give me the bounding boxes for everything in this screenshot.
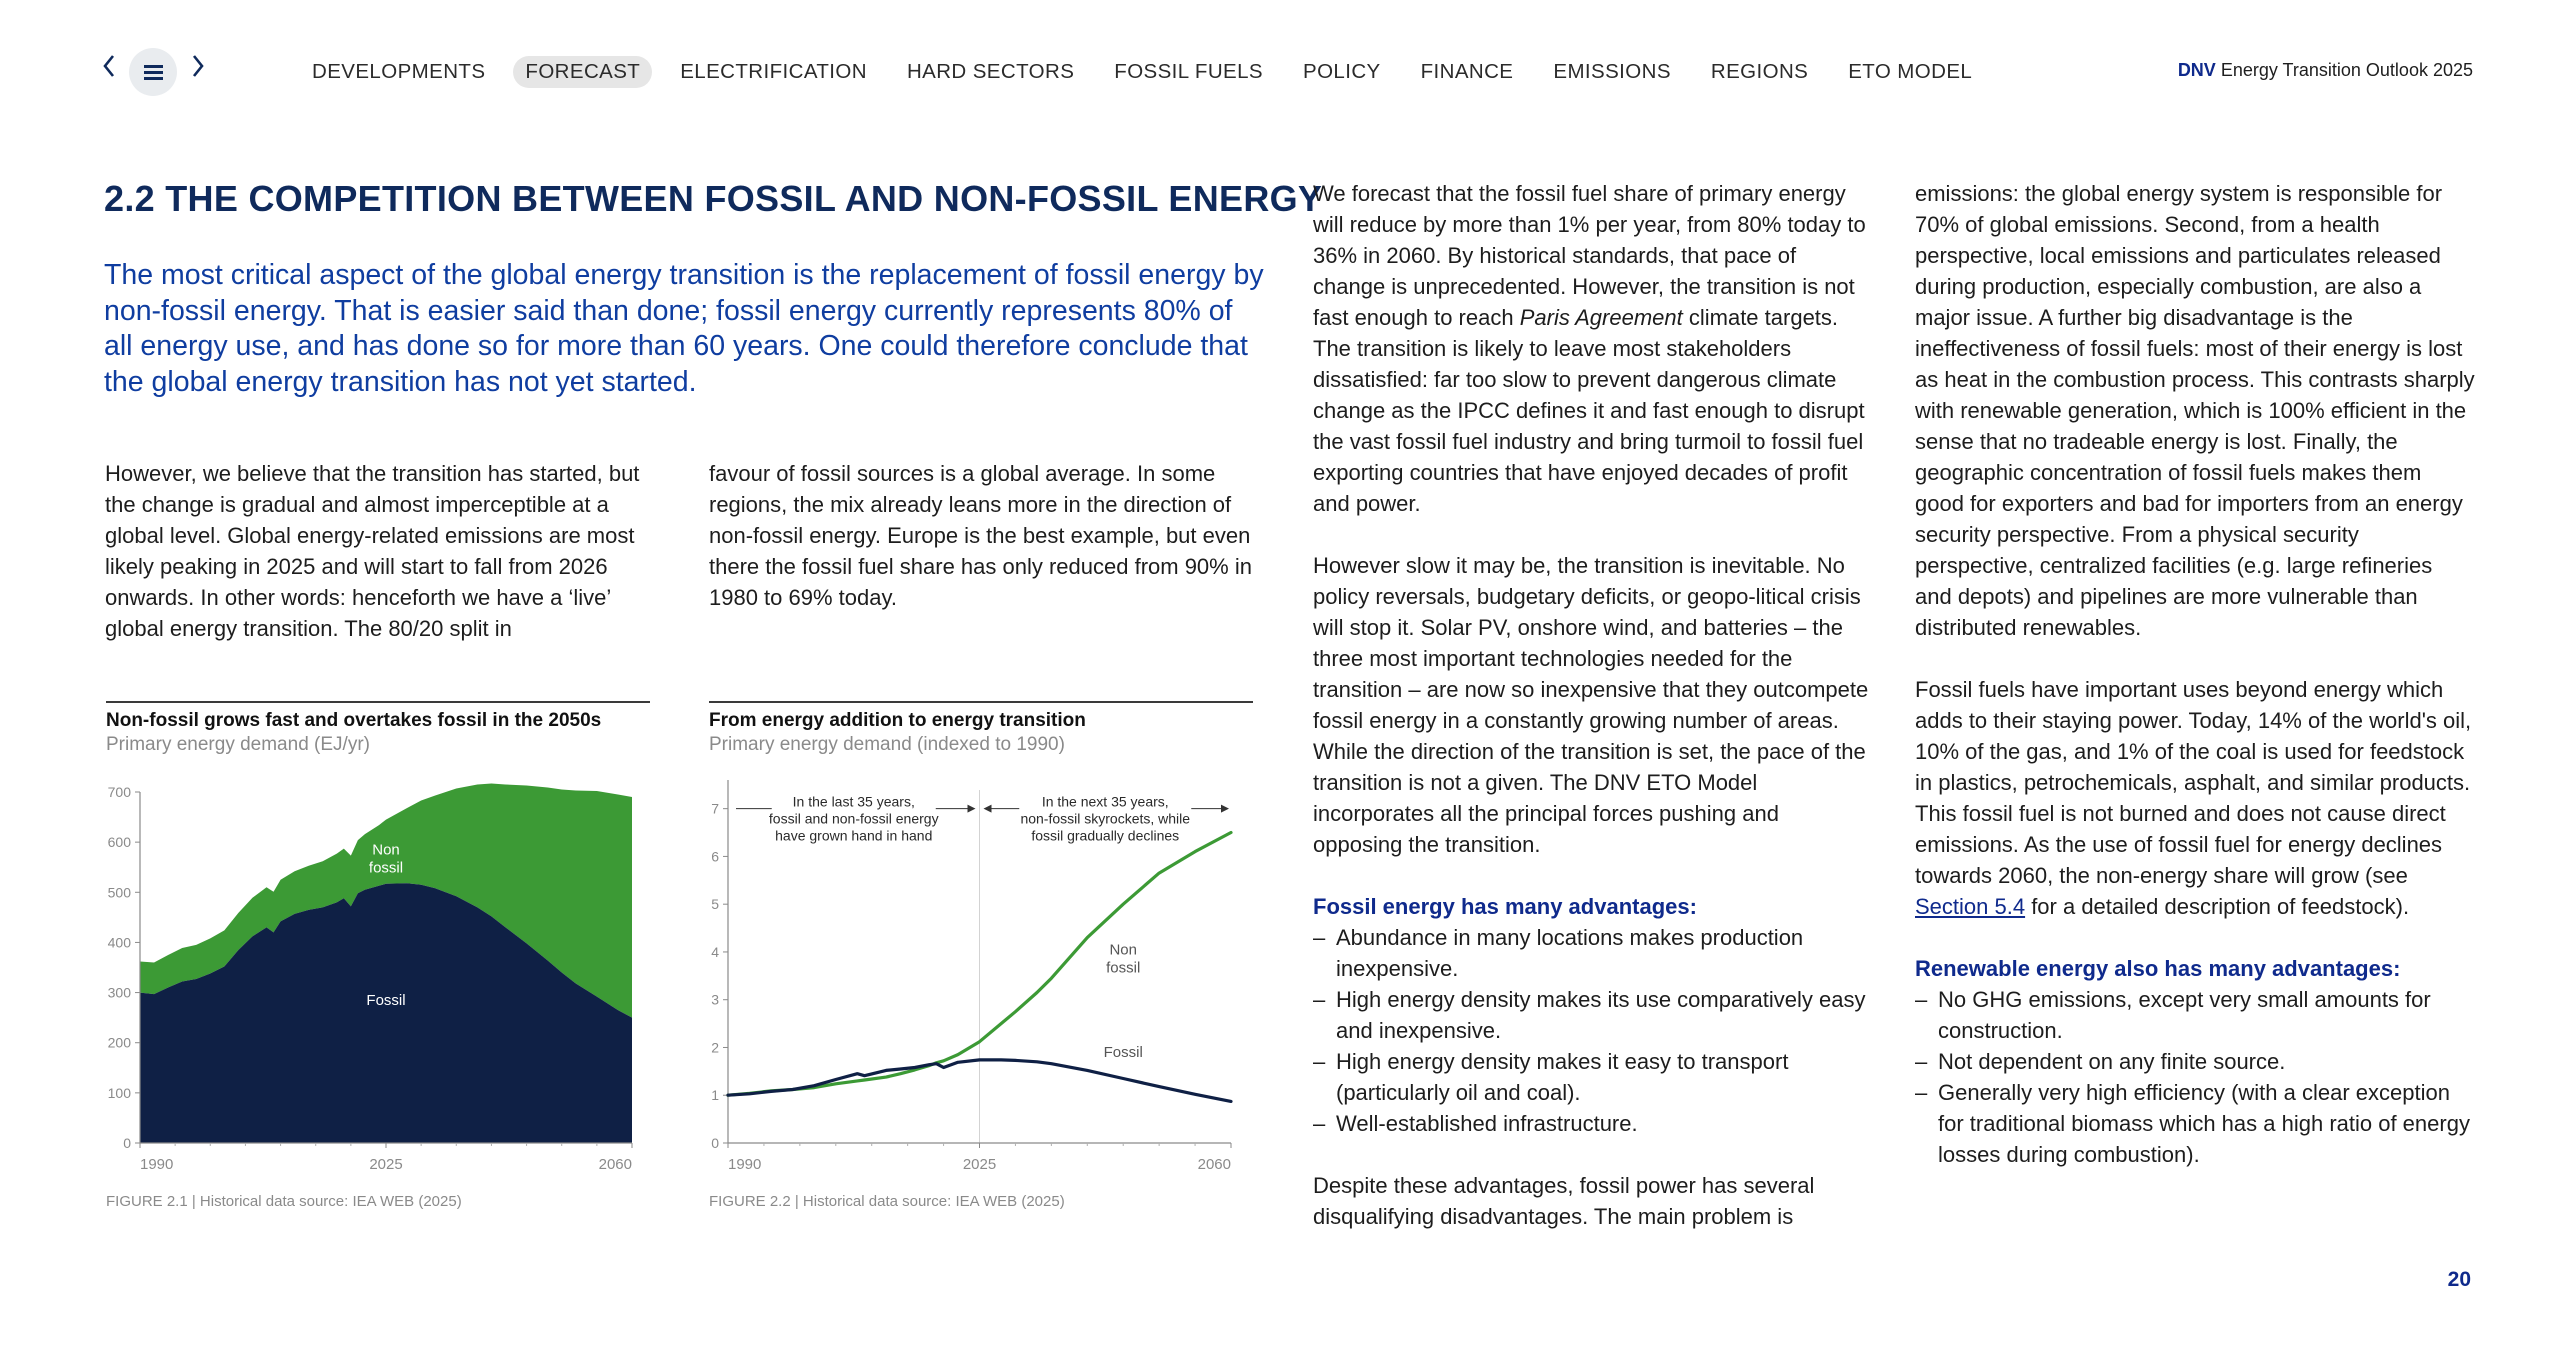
chevron-right-icon bbox=[190, 52, 206, 80]
chart-1-title: Non-fossil grows fast and overtakes fossil in the 2050s bbox=[106, 710, 602, 731]
y-tick-label: 2 bbox=[711, 1039, 719, 1056]
column-2-text: favour of fossil sources is a global average. In some regions, the mix already leans more in the direction of non-fossil energy. Europe is the best example, but even there the fossil fuel share has only reduced from 90% in 1980 to 69% today. bbox=[709, 461, 1252, 610]
next-page-button[interactable] bbox=[190, 52, 206, 89]
list-item: – Not dependent on any finite source. bbox=[1915, 1049, 2286, 1074]
non-fossil-label: Non bbox=[372, 841, 400, 859]
x-tick-label: 2060 bbox=[598, 1156, 632, 1173]
y-tick-label: 4 bbox=[711, 943, 719, 960]
column-4 bbox=[1915, 178, 2475, 1170]
y-tick-label: 7 bbox=[711, 800, 719, 817]
y-tick-label: 500 bbox=[107, 884, 131, 901]
chart-1-top-rule bbox=[106, 701, 650, 703]
y-tick-label: 0 bbox=[123, 1135, 131, 1151]
chart-2 bbox=[690, 770, 1270, 1180]
column-3 bbox=[1313, 178, 1873, 1263]
y-tick-label: 0 bbox=[711, 1135, 719, 1151]
section-title: 2.2 THE COMPETITION BETWEEN FOSSIL AND NON-FOSSIL ENERGY bbox=[104, 178, 1323, 219]
column-1-text: However, we believe that the transition has started, but the change is gradual and almost imperceptible at a global level. Global energy-related emissions are most likely peaking in 2025 and will start to fall from 2026 onwards. In other words: henceforth we have a ‘live’ global energy transition. The 80/20 split in bbox=[105, 461, 640, 641]
lead-paragraph: The most critical aspect of the global energy transition is the replacement of fossil energy by non-fossil energy. That is easier said than done; fossil energy currently represents 80% of all energy use, and has done so for more than 60 years. One could therefore conclude that the global energy transition has not yet started. bbox=[104, 259, 1264, 398]
x-tick-label: 2025 bbox=[962, 1156, 997, 1173]
fossil-label: Fossil bbox=[366, 992, 406, 1010]
menu-button[interactable] bbox=[129, 48, 177, 96]
chart-1 bbox=[80, 770, 680, 1180]
y-tick-label: 5 bbox=[711, 896, 719, 913]
y-tick-label: 600 bbox=[107, 834, 131, 851]
nav-item-policy[interactable]: POLICY bbox=[1303, 60, 1381, 83]
annotation-left-text: have grown hand in hand bbox=[775, 827, 933, 844]
col3-subheading: Fossil energy has many advantages: bbox=[1313, 894, 1697, 919]
col3-paragraph-2: However slow it may be, the transition is inevitable. No policy reversals, budgetary deficits, or geopo-litical crisis will stop it. Solar PV, onshore wind, and batteries – the three most important technologies needed for the transition – are now so inexpensive that they outcompete fossil energy in a constantly growing number of areas. While the direction of the transition is set, the pace of the transition is not a given. The DNV ETO Model incorporates all the principal forces pushing and opposing the transition. bbox=[1313, 553, 1869, 857]
non-fossil-label: fossil bbox=[368, 859, 404, 877]
list-item: – Abundance in many locations makes production inexpensive. bbox=[1313, 925, 1804, 981]
top-nav bbox=[300, 56, 2000, 88]
list-item: – Well-established infrastructure. bbox=[1313, 1111, 1638, 1136]
nav-item-fossil-fuels[interactable]: FOSSIL FUELS bbox=[1114, 60, 1263, 83]
annotation-right-text: In the next 35 years, bbox=[1041, 793, 1169, 810]
annotation-left-text: In the last 35 years, bbox=[792, 793, 915, 810]
nav-item-hard-sectors[interactable]: HARD SECTORS bbox=[906, 60, 1075, 83]
chart-1-caption: FIGURE 2.1 | Historical data source: IEA WEB (2025) bbox=[106, 1193, 462, 1210]
nav-item-emissions[interactable]: EMISSIONS bbox=[1553, 60, 1671, 83]
y-tick-label: 400 bbox=[107, 934, 131, 951]
list-item: – High energy density makes it easy to transport (particularly oil and coal). bbox=[1313, 1049, 1789, 1105]
col4-paragraph-2: Fossil fuels have important uses beyond energy which adds to their staying power. Today, 14% of the world's oil, 10% of the gas, and 1% of the coal is used for feedstock in plastics, petrochemicals, asphalt, and similar products. This fossil fuel is not burned and does not cause direct emissions. As the use of fossil fuel for energy declines towards 2060, the non-energy share will grow (see Section 5.4 for a detailed description of feedstock). bbox=[1915, 677, 2472, 919]
non-fossil-label: Non bbox=[1109, 941, 1137, 959]
brand[interactable] bbox=[2178, 60, 2473, 81]
annotation-left-text: fossil and non-fossil energy bbox=[768, 810, 939, 827]
annotation-right-text: fossil gradually declines bbox=[1031, 827, 1180, 844]
col4-bullet-list bbox=[1915, 984, 2475, 1170]
nav-item-eto-model[interactable]: ETO MODEL bbox=[1848, 60, 1973, 83]
x-tick-label: 1990 bbox=[140, 1156, 174, 1173]
prev-page-button[interactable] bbox=[101, 52, 117, 89]
hamburger-menu-icon bbox=[144, 65, 163, 68]
nav-item-electrification[interactable]: ELECTRIFICATION bbox=[680, 60, 867, 83]
list-item: – No GHG emissions, except very small amounts for construction. bbox=[1915, 987, 2431, 1043]
chart-1-subtitle: Primary energy demand (EJ/yr) bbox=[106, 734, 370, 755]
nav-item-forecast[interactable]: FORECAST bbox=[513, 56, 652, 88]
arrowhead-icon bbox=[968, 805, 976, 813]
chart-2-caption: FIGURE 2.2 | Historical data source: IEA WEB (2025) bbox=[709, 1193, 1065, 1210]
y-tick-label: 300 bbox=[107, 984, 131, 1001]
x-tick-label: 1990 bbox=[728, 1156, 762, 1173]
y-tick-label: 100 bbox=[107, 1084, 131, 1101]
col3-bullet-list bbox=[1313, 922, 1873, 1139]
y-tick-label: 700 bbox=[107, 784, 131, 800]
arrowhead-icon bbox=[984, 805, 992, 813]
y-tick-label: 200 bbox=[107, 1034, 131, 1051]
section-5-4-link[interactable]: Section 5.4 bbox=[1915, 894, 2026, 919]
arrowhead-icon bbox=[1221, 805, 1229, 813]
brand-logo-text: DNV bbox=[2177, 60, 2216, 80]
col4-subheading: Renewable energy also has many advantages: bbox=[1915, 956, 2401, 981]
col3-paragraph-3: Despite these advantages, fossil power has several disqualifying disadvantages. The main problem is bbox=[1313, 1173, 1815, 1229]
non-fossil-label: fossil bbox=[1106, 959, 1141, 977]
list-item: – High energy density makes its use comparatively easy and inexpensive. bbox=[1313, 987, 1866, 1043]
annotation-right-text: non-fossil skyrockets, while bbox=[1020, 810, 1191, 827]
col4-paragraph-1: emissions: the global energy system is responsible for 70% of global emissions. Second, from a health perspective, local emissions and particulates released during production, especially combustion, are also a major issue. A further big disadvantage is the ineffectiveness of fossil fuels: most of their energy is lost as heat in the combustion process. This contrasts sharply with renewable generation, which is 100% efficient in the sense that no tradeable energy is lost. Finally, the geographic concentration of fossil fuels makes them good for exporters and bad for importers from an energy security perspective. From a physical security perspective, centralized facilities (e.g. large refineries and depots) and pipelines are more vulnerable than distributed renewables. bbox=[1915, 181, 2475, 640]
nav-item-developments[interactable]: DEVELOPMENTS bbox=[312, 60, 486, 83]
x-tick-label: 2025 bbox=[369, 1156, 403, 1173]
chart-2-top-rule bbox=[709, 701, 1253, 703]
brand-title: Energy Transition Outlook 2025 bbox=[2220, 60, 2473, 80]
y-tick-label: 3 bbox=[711, 991, 719, 1008]
list-item: – Generally very high efficiency (with a clear exception for traditional biomass which has a high ratio of energy losses during combustion). bbox=[1915, 1080, 2470, 1167]
nav-item-regions[interactable]: REGIONS bbox=[1710, 60, 1809, 83]
col3-paragraph-1: We forecast that the fossil fuel share of primary energy will reduce by more than 1% per year, from 80% today to 36% in 2060. By historical standards, that pace of change is unprecedented. However, the transition is not fast enough to reach Paris Agreement climate targets. The transition is likely to leave most stakeholders dissatisfied: far too slow to prevent dangerous climate change as the IPCC defines it and fast enough to disrupt the vast fossil fuel industry and bring turmoil to fossil fuel exporting countries that have enjoyed decades of profit and power. bbox=[1313, 181, 1866, 516]
x-tick-label: 2060 bbox=[1197, 1156, 1231, 1173]
fossil-label: Fossil bbox=[1103, 1044, 1143, 1062]
chevron-left-icon bbox=[101, 52, 117, 80]
chart-2-title: From energy addition to energy transition bbox=[709, 710, 1086, 731]
chart-2-subtitle: Primary energy demand (indexed to 1990) bbox=[709, 734, 1065, 755]
y-tick-label: 1 bbox=[711, 1087, 719, 1104]
page-number: 20 bbox=[2447, 1268, 2471, 1291]
y-tick-label: 6 bbox=[711, 848, 719, 865]
nav-item-finance[interactable]: FINANCE bbox=[1420, 60, 1514, 83]
